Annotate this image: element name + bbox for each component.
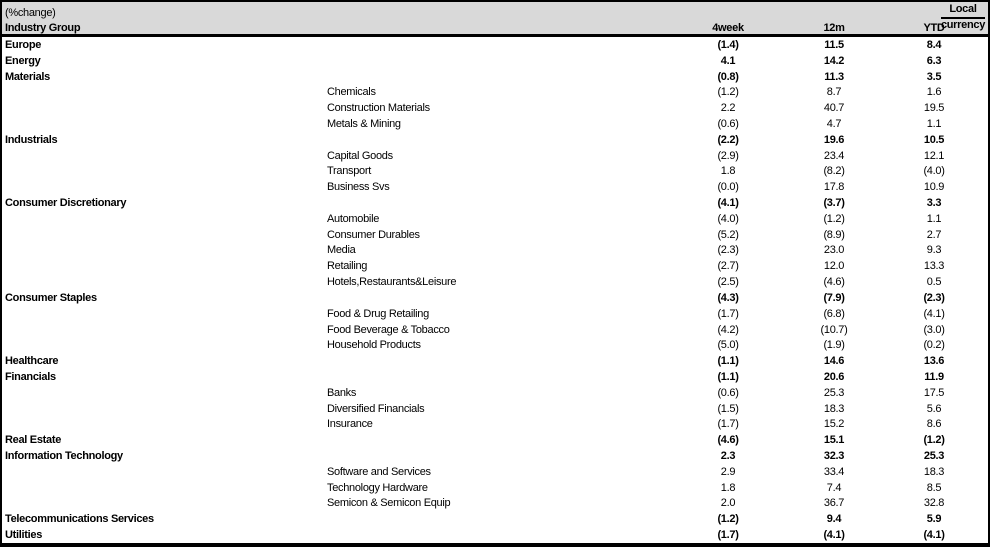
value-ytd: 18.3 <box>923 465 945 478</box>
table-row <box>2 322 988 338</box>
sub-industry-label: Chemicals <box>327 86 376 99</box>
sub-industry-label: Business Svs <box>327 181 390 194</box>
sub-industry-label: Semicon & Semicon Equip <box>327 497 451 510</box>
value-ytd: (4.0) <box>923 165 945 178</box>
value-ytd: (1.2) <box>923 434 945 447</box>
value-12m: 15.1 <box>823 434 845 447</box>
value-12m: 33.4 <box>823 465 845 478</box>
value-4week: (1.1) <box>717 370 739 383</box>
value-12m: (8.9) <box>823 228 845 241</box>
sub-industry-label: Software and Services <box>327 465 431 478</box>
sub-industry-label: Metals & Mining <box>327 117 401 130</box>
value-4week: (2.2) <box>717 133 739 146</box>
value-4week: (2.9) <box>717 149 739 162</box>
table-row <box>2 148 988 164</box>
value-ytd: (2.3) <box>923 291 945 304</box>
table-row <box>2 417 988 433</box>
value-4week: (1.7) <box>717 529 739 542</box>
table-row <box>2 306 988 322</box>
value-4week: 2.3 <box>720 450 736 463</box>
value-4week: 2.0 <box>720 497 736 510</box>
table-row <box>2 243 988 259</box>
value-4week: (1.2) <box>717 86 739 99</box>
table-row <box>2 274 988 290</box>
value-4week: (4.6) <box>717 434 739 447</box>
table-row <box>2 179 988 195</box>
value-ytd: 13.6 <box>923 355 945 368</box>
value-4week: (1.1) <box>717 355 739 368</box>
sub-industry-label: Capital Goods <box>327 149 393 162</box>
industry-group-label: Energy <box>5 54 41 67</box>
value-12m: 23.0 <box>823 244 845 257</box>
value-4week: (4.3) <box>717 291 739 304</box>
table-row <box>2 37 988 53</box>
value-4week: 1.8 <box>720 165 736 178</box>
value-4week: (0.6) <box>717 117 739 130</box>
sub-industry-label: Consumer Durables <box>327 228 420 241</box>
value-12m: 36.7 <box>823 497 845 510</box>
industry-group-label: Industrials <box>5 133 58 146</box>
table-row <box>2 496 988 512</box>
header-row-columns <box>2 19 988 34</box>
sub-industry-label: Retailing <box>327 260 368 273</box>
value-ytd: 3.3 <box>926 197 942 210</box>
value-ytd: 1.1 <box>926 117 942 130</box>
sub-industry-label: Hotels,Restaurants&Leisure <box>327 276 457 289</box>
industry-group-header: Industry Group <box>5 22 81 34</box>
value-ytd: 8.5 <box>926 481 942 494</box>
value-12m: 12.0 <box>823 260 845 273</box>
value-4week: 2.9 <box>720 465 736 478</box>
value-4week: (2.3) <box>717 244 739 257</box>
industry-group-label: Telecommunications Services <box>5 513 154 526</box>
table-row <box>2 195 988 211</box>
table-row <box>2 353 988 369</box>
col-header-12m: 12m <box>823 22 845 34</box>
value-ytd: 11.9 <box>924 370 944 383</box>
industry-group-label: Healthcare <box>5 355 59 368</box>
value-ytd: 1.6 <box>926 86 942 99</box>
table-row <box>2 100 988 116</box>
table-row <box>2 116 988 132</box>
industry-group-label: Utilities <box>5 529 43 542</box>
value-12m: (3.7) <box>823 197 845 210</box>
table-row <box>2 164 988 180</box>
col-header-4week: 4week <box>712 22 744 34</box>
value-12m: (10.7) <box>820 323 848 336</box>
value-ytd: 8.4 <box>926 38 942 51</box>
table-header <box>2 2 988 37</box>
value-4week: 4.1 <box>720 54 736 67</box>
value-ytd: 13.3 <box>923 260 945 273</box>
value-ytd: (4.1) <box>923 307 945 320</box>
value-ytd: 10.9 <box>923 181 945 194</box>
table-row <box>2 258 988 274</box>
industry-group-label: Information Technology <box>5 450 123 463</box>
value-12m: 14.6 <box>823 355 845 368</box>
value-ytd: 5.9 <box>926 513 942 526</box>
value-ytd: 19.5 <box>923 102 945 115</box>
value-12m: 14.2 <box>823 54 845 67</box>
value-ytd: 25.3 <box>923 450 945 463</box>
value-ytd: 2.7 <box>926 228 942 241</box>
value-4week: (1.7) <box>717 307 739 320</box>
table-row <box>2 480 988 496</box>
value-12m: (7.9) <box>823 291 845 304</box>
industry-group-label: Consumer Staples <box>5 291 97 304</box>
table-row <box>2 290 988 306</box>
industry-group-label: Europe <box>5 38 42 51</box>
value-ytd: 6.3 <box>926 54 942 67</box>
sub-industry-label: Household Products <box>327 339 421 352</box>
value-12m: 17.8 <box>823 181 845 194</box>
value-4week: 1.8 <box>720 481 736 494</box>
value-12m: 23.4 <box>823 149 845 162</box>
value-12m: (1.2) <box>823 212 845 225</box>
value-4week: (1.2) <box>717 513 739 526</box>
industry-group-label: Materials <box>5 70 50 83</box>
value-ytd: (3.0) <box>923 323 945 336</box>
sub-industry-label: Construction Materials <box>327 102 430 115</box>
value-12m: 4.7 <box>826 117 842 130</box>
value-4week: 2.2 <box>720 102 736 115</box>
table-row <box>2 227 988 243</box>
table-body <box>2 37 988 543</box>
value-12m: 11.5 <box>824 38 844 51</box>
table-row <box>2 337 988 353</box>
value-12m: 20.6 <box>823 370 845 383</box>
col-header-ytd: YTD <box>923 22 945 34</box>
table-row <box>2 53 988 69</box>
value-ytd: 5.6 <box>926 402 942 415</box>
sub-industry-label: Food & Drug Retailing <box>327 307 429 320</box>
value-12m: 18.3 <box>823 402 845 415</box>
sub-industry-label: Media <box>327 244 356 257</box>
value-4week: (2.7) <box>717 260 739 273</box>
table-row <box>2 369 988 385</box>
value-12m: 15.2 <box>823 418 845 431</box>
value-4week: (4.0) <box>717 212 739 225</box>
table-row <box>2 132 988 148</box>
value-4week: (1.5) <box>717 402 739 415</box>
industry-group-label: Real Estate <box>5 434 62 447</box>
value-12m: 32.3 <box>823 450 845 463</box>
table-row <box>2 84 988 100</box>
value-4week: (0.8) <box>717 70 739 83</box>
value-ytd: 10.5 <box>923 133 945 146</box>
value-ytd: 12.1 <box>923 149 945 162</box>
value-12m: (8.2) <box>823 165 845 178</box>
value-12m: 7.4 <box>826 481 842 494</box>
table-row <box>2 69 988 85</box>
value-12m: 25.3 <box>823 386 845 399</box>
industry-group-label: Financials <box>5 370 56 383</box>
table-row <box>2 448 988 464</box>
table-row <box>2 385 988 401</box>
value-4week: (4.1) <box>717 197 739 210</box>
sub-industry-label: Insurance <box>327 418 373 431</box>
sub-industry-label: Transport <box>327 165 371 178</box>
table-row <box>2 464 988 480</box>
value-4week: (0.6) <box>717 386 739 399</box>
value-12m: (6.8) <box>823 307 845 320</box>
value-12m: 19.6 <box>823 133 845 146</box>
value-4week: (0.0) <box>717 181 739 194</box>
value-ytd: 0.5 <box>926 276 942 289</box>
value-12m: (1.9) <box>823 339 845 352</box>
value-4week: (5.0) <box>717 339 739 352</box>
table-row <box>2 527 988 543</box>
value-4week: (4.2) <box>717 323 739 336</box>
table-row <box>2 511 988 527</box>
value-ytd: (4.1) <box>923 529 945 542</box>
value-12m: (4.6) <box>823 276 845 289</box>
value-12m: 8.7 <box>826 86 842 99</box>
sub-industry-label: Banks <box>327 386 357 399</box>
table-row <box>2 432 988 448</box>
value-ytd: 3.5 <box>926 70 942 83</box>
table-row <box>2 211 988 227</box>
sub-industry-label: Food Beverage & Tobacco <box>327 323 450 336</box>
sub-industry-label: Technology Hardware <box>327 481 428 494</box>
value-12m: 40.7 <box>823 102 845 115</box>
percent-change-label: (%change) <box>5 7 56 19</box>
value-ytd: 17.5 <box>923 386 945 399</box>
value-ytd: 8.6 <box>926 418 942 431</box>
currency-group-header: Local currency <box>940 3 986 31</box>
value-ytd: 9.3 <box>926 244 942 257</box>
value-ytd: (0.2) <box>923 339 945 352</box>
value-12m: 11.3 <box>824 70 844 83</box>
sub-industry-label: Automobile <box>327 212 380 225</box>
table-row <box>2 401 988 417</box>
industry-group-label: Consumer Discretionary <box>5 197 127 210</box>
value-4week: (1.7) <box>717 418 739 431</box>
value-4week: (5.2) <box>717 228 739 241</box>
sub-industry-label: Diversified Financials <box>327 402 425 415</box>
value-12m: (4.1) <box>823 529 845 542</box>
value-4week: (1.4) <box>717 38 739 51</box>
value-ytd: 32.8 <box>923 497 945 510</box>
value-4week: (2.5) <box>717 276 739 289</box>
value-12m: 9.4 <box>826 513 842 526</box>
value-ytd: 1.1 <box>926 212 942 225</box>
